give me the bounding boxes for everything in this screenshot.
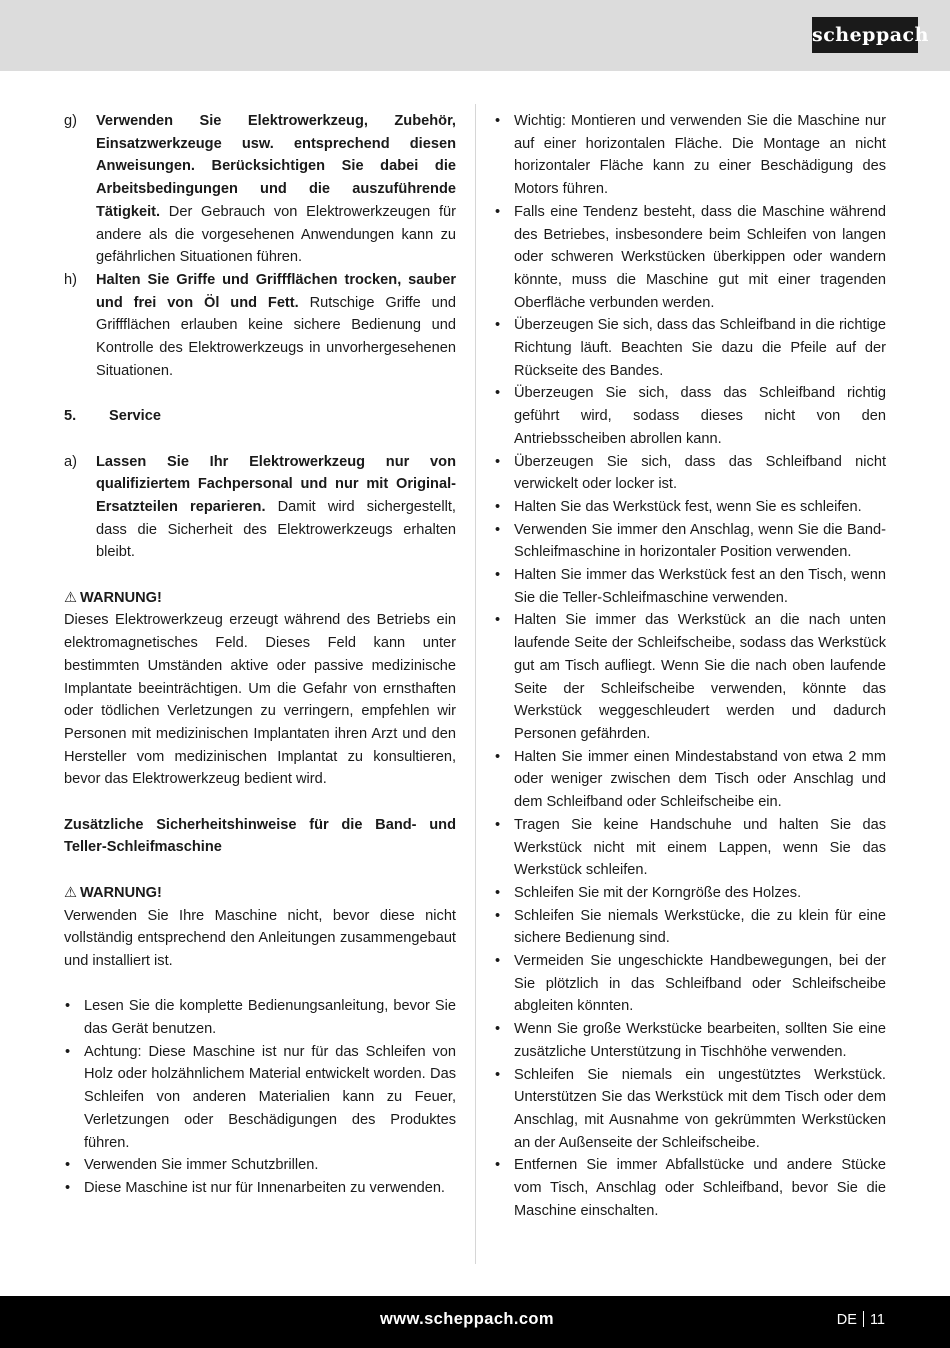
list-item: • Halten Sie immer einen Mindestabstand von etwa 2 mm oder weniger zwischen dem Tisch oder Anschlag und dem Schleifband oder Schleifscheibe ein. bbox=[494, 746, 886, 814]
separator bbox=[863, 1311, 864, 1327]
bullet-icon: • bbox=[495, 567, 501, 584]
right-column bbox=[494, 110, 886, 1222]
bullet-icon: • bbox=[495, 816, 501, 833]
list-item: • Verwenden Sie immer Schutzbrillen. bbox=[64, 1154, 456, 1177]
item-text: Der Gebrauch von Elektrowerkzeugen für andere als die vorgesehenen Anwendungen kann zu gefährlichen Situationen führen. bbox=[96, 203, 456, 266]
bullet-icon: • bbox=[495, 203, 501, 220]
list-item: • Tragen Sie keine Handschuhe und halten Sie das Werkstück nicht mit einem Lappen, wenn Sie das Werkstück schleifen. bbox=[494, 814, 886, 882]
bullet-icon: • bbox=[495, 1157, 501, 1174]
bullet-icon: • bbox=[495, 317, 501, 334]
list-item: • Wichtig: Montieren und verwenden Sie die Maschine nur auf einer horizontalen Fläche. Die Montage an nicht horizontaler Fläche kann zu einer Beschädigung des Motors führen. bbox=[494, 110, 886, 201]
bullet-icon: • bbox=[495, 748, 501, 765]
list-item: • Halten Sie immer das Werkstück fest an den Tisch, wenn Sie die Teller-Schleifmaschine verwenden. bbox=[494, 564, 886, 609]
item-label: h) bbox=[64, 271, 77, 288]
bullet-icon: • bbox=[495, 498, 501, 515]
bullet-icon: • bbox=[495, 113, 501, 129]
warning-heading bbox=[64, 882, 456, 905]
list-item: • Wenn Sie große Werkstücke bearbeiten, sollten Sie eine zusätzliche Unterstützung in Tischhöhe verwenden. bbox=[494, 1018, 886, 1063]
bullet-icon: • bbox=[65, 1043, 71, 1060]
bullet-icon: • bbox=[495, 1021, 501, 1038]
list-item: • Schleifen Sie mit der Korngröße des Holzes. bbox=[494, 882, 886, 905]
list-item: • Verwenden Sie immer den Anschlag, wenn Sie die Band-Schleifmaschine in horizontaler Position verwenden. bbox=[494, 519, 886, 564]
list-item: • Achtung: Diese Maschine ist nur für das Schleifen von Holz oder holzähnlichem Material entwickelt worden. Das Schleifen von anderen Materialien kann zu Feuer, Verletzungen oder Beschädigungen des Produktes führen. bbox=[64, 1041, 456, 1155]
warning-heading bbox=[64, 587, 456, 610]
header-bar bbox=[0, 0, 950, 71]
scheppach-logo: scheppach bbox=[812, 17, 918, 53]
bullet-icon: • bbox=[495, 521, 501, 538]
section-number: 5. bbox=[64, 408, 77, 425]
bullet-icon: • bbox=[495, 612, 501, 629]
item-bold-text: Halten Sie Griffe und Griffflächen trocken, sauber und frei von Öl und Fett. bbox=[96, 271, 456, 311]
item-bold-text: Verwenden Sie Elektrowerkzeug, Zubehör, Einsatzwerkzeuge usw. entsprechend diesen Anweisungen. Berücksichtigen Sie dabei die Arbeitsbedingungen und die auszuführende Tätigkeit. bbox=[96, 113, 456, 220]
bullet-icon: • bbox=[495, 953, 501, 970]
language-code: DE bbox=[836, 1312, 857, 1328]
left-column bbox=[64, 110, 456, 1200]
list-item: • Falls eine Tendenz besteht, dass die Maschine während des Betriebes, insbesondere beim Schleifen von langen oder schweren Werkstücken überkippen oder wandern könnte, muss die Maschine gut mit einer tragenden Oberfläche verbunden werden. bbox=[494, 201, 886, 315]
list-item: • Schleifen Sie niemals ein ungestütztes Werkstück. Unterstützen Sie das Werkstück mit dem Tisch oder dem Anschlag, mit Ausnahme von gekrümmten Werkstücken an der Außenseite der Schleifscheibe. bbox=[494, 1064, 886, 1155]
list-item: • Überzeugen Sie sich, dass das Schleifband in die richtige Richtung läuft. Beachten Sie dazu die Pfeile auf der Rückseite des Bandes. bbox=[494, 314, 886, 382]
website-link[interactable]: www.scheppach.com bbox=[380, 1310, 554, 1328]
item-bold-text: Lassen Sie Ihr Elektrowerkzeug nur von qualifiziertem Fachpersonal und nur mit Original-Ersatzteilen reparieren. bbox=[96, 453, 456, 515]
list-item: • Lesen Sie die komplette Bedienungsanleitung, bevor Sie das Gerät benutzen. bbox=[64, 995, 456, 1040]
list-item: • Vermeiden Sie ungeschickte Handbewegungen, bei der Sie plötzlich in das Schleifband oder Schleifscheibe abgleiten könnten. bbox=[494, 950, 886, 1018]
list-item: • Entfernen Sie immer Abfallstücke und andere Stücke vom Tisch, Anschlag oder Schleifband, bevor Sie die Maschine einschalten. bbox=[494, 1154, 886, 1222]
instruction-h bbox=[64, 269, 456, 383]
page-number: 11 bbox=[869, 1312, 885, 1328]
list-item: • Halten Sie das Werkstück fest, wenn Sie es schleifen. bbox=[494, 496, 886, 519]
bullet-icon: • bbox=[495, 453, 501, 470]
list-item: • Überzeugen Sie sich, dass das Schleifband richtig geführt wird, sodass dieses nicht von den Antriebsscheiben abrollen kann. bbox=[494, 382, 886, 450]
bullet-icon: • bbox=[65, 1157, 71, 1174]
warning-triangle-icon: ⚠ bbox=[64, 884, 78, 901]
page-indicator bbox=[837, 1311, 885, 1328]
warning-triangle-icon: ⚠ bbox=[64, 589, 78, 606]
list-item: • Diese Maschine ist nur für Innenarbeiten zu verwenden. bbox=[64, 1177, 456, 1200]
list-item: • Überzeugen Sie sich, dass das Schleifband nicht verwickelt oder locker ist. bbox=[494, 451, 886, 496]
item-label: a) bbox=[64, 453, 77, 470]
column-divider bbox=[475, 104, 476, 1264]
bullet-icon: • bbox=[65, 998, 71, 1015]
bullet-icon: • bbox=[65, 1179, 71, 1196]
bullet-icon: • bbox=[495, 385, 501, 402]
footer-bar bbox=[0, 1296, 950, 1348]
instruction-a bbox=[64, 451, 456, 565]
bullet-icon: • bbox=[495, 907, 501, 924]
warning-text: Verwenden Sie Ihre Maschine nicht, bevor diese nicht vollständig entsprechend den Anleitungen zusammengebaut und installiert ist. bbox=[64, 907, 456, 969]
list-item: • Schleifen Sie niemals Werkstücke, die zu klein für eine sichere Bedienung sind. bbox=[494, 905, 886, 950]
bullet-icon: • bbox=[495, 884, 501, 901]
bullet-icon: • bbox=[495, 1066, 501, 1083]
warning-title: WARNUNG! bbox=[80, 589, 162, 606]
list-item: • Halten Sie immer das Werkstück an die nach unten laufende Seite der Schleifscheibe, sodass das Werkstück gut am Tisch aufliegt. Wenn Sie die nach oben laufende Seite der Schleifscheibe verwenden, könnte das Werkstück weggeschleudert werden und dadurch Personen gefährden. bbox=[494, 609, 886, 745]
item-text: Rutschige Griffe und Griffflächen erlauben keine sichere Bedienung und Kontrolle des Elektrowerkzeugs in unvorhergesehenen Situationen. bbox=[96, 294, 456, 379]
subheading: Zusätzliche Sicherheitshinweise für die Band- und Teller-Schleifmaschine bbox=[64, 816, 456, 856]
instruction-g bbox=[64, 110, 456, 269]
section-heading-service bbox=[64, 405, 456, 428]
warning-title: WARNUNG! bbox=[80, 884, 162, 901]
warning-text: Dieses Elektrowerkzeug erzeugt während des Betriebs ein elektromagnetisches Feld. Dieses Feld kann unter bestimmten Umständen aktive oder passive medizinische Implantate beeinträchtigen. Um die Gefahr von ernsthaften oder tödlichen Verletzungen zu verringern, empfehlen wir Personen mit medizinischen Implantaten ihren Arzt und den Hersteller vom medizinischen Implantat zu konsultieren, bevor das Elektrowerkzeug bedient wird. bbox=[64, 612, 456, 788]
item-text: Damit wird sichergestellt, dass die Sicherheit des Elektrowerkzeugs erhalten bleibt. bbox=[96, 498, 456, 561]
item-label: g) bbox=[64, 113, 77, 129]
section-title: Service bbox=[109, 408, 161, 425]
